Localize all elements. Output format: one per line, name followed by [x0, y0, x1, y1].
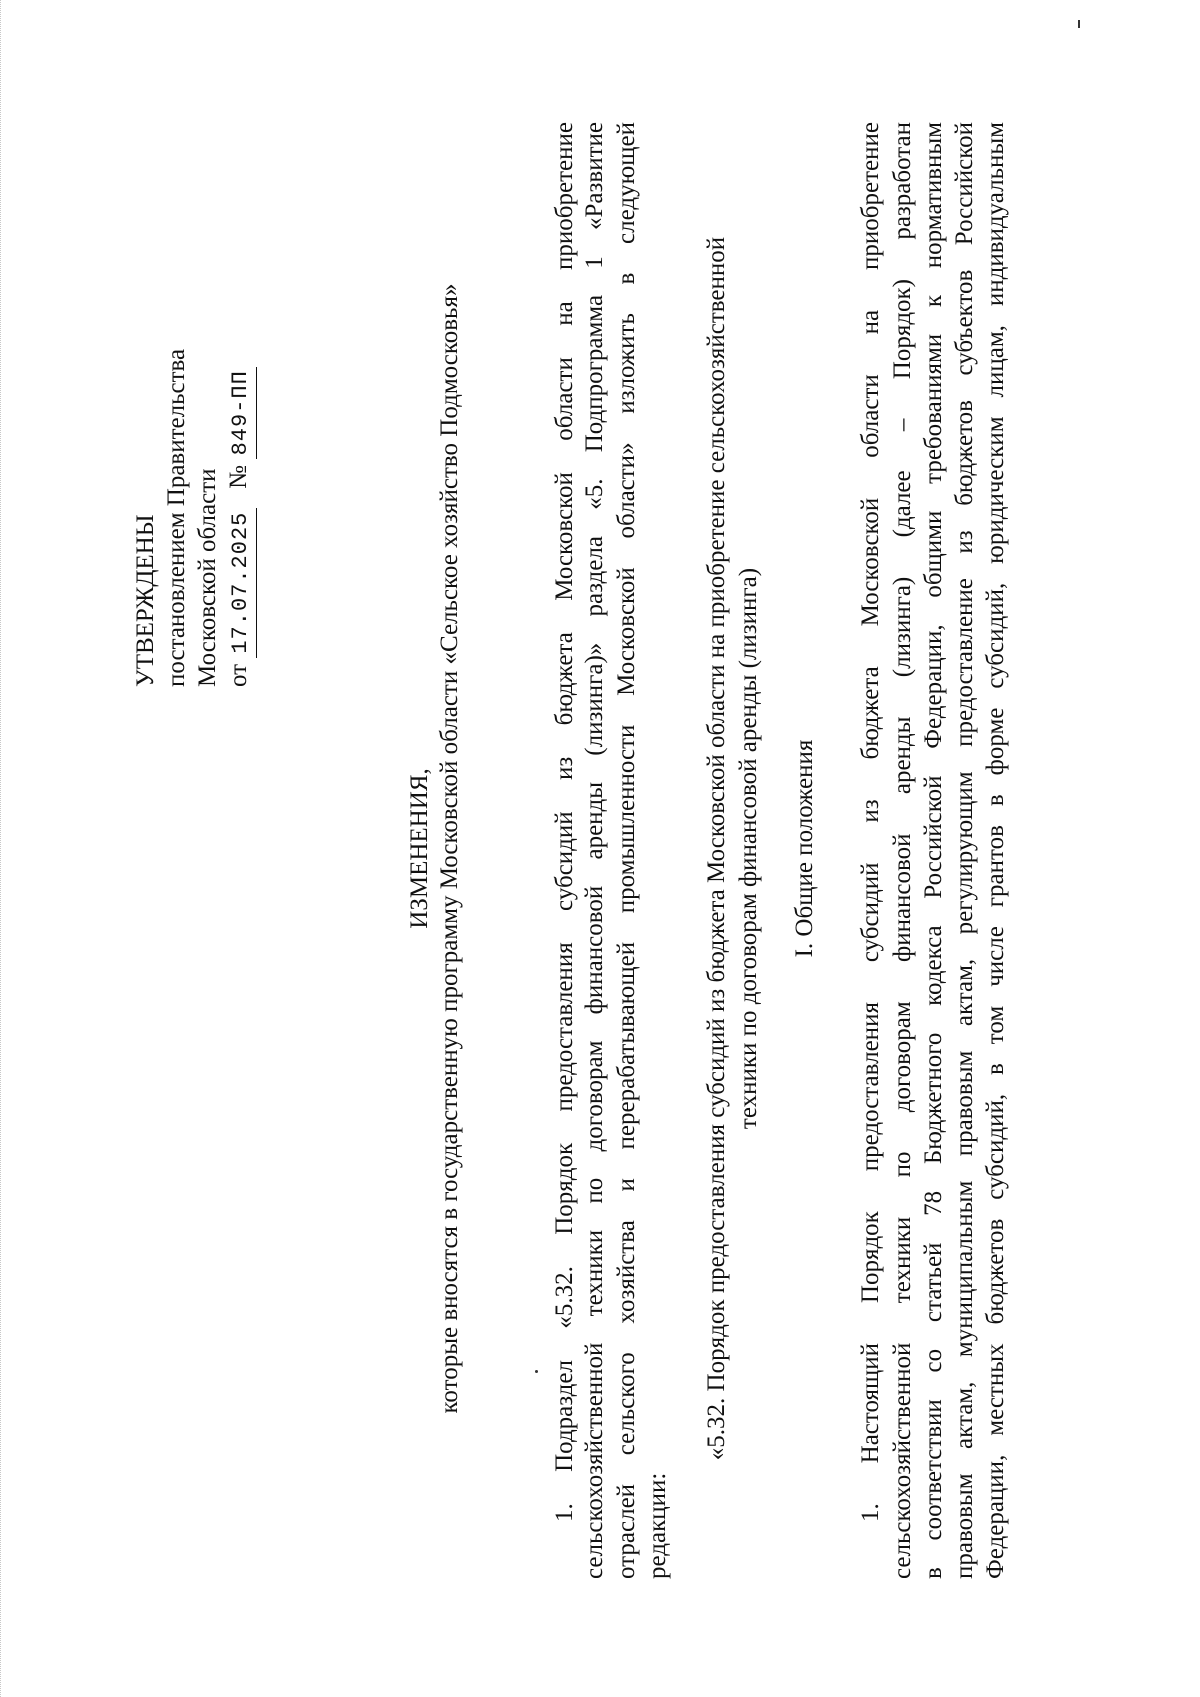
paragraph-1-line-1: 1. Подраздел «5.32. Порядок предоставления субсидий из бюджета Московской области на приобретение [551, 122, 578, 1522]
approval-number-label: № [225, 465, 252, 489]
section-title-line-2: техники по договорам финансовой аренды (лизинга) [735, 567, 762, 1130]
paragraph-2-line-1: 1. Настоящий Порядок предоставления субсидий из бюджета Московской области на приобретение [857, 122, 884, 1522]
paragraph-2-line-4: правовым актам, муниципальным правовым актам, регулирующим предоставление из бюджетов субъектов Российской [951, 122, 978, 1579]
approval-from-label: от [225, 663, 252, 687]
approval-number: 849-ПП [225, 367, 257, 459]
document-title: ИЗМЕНЕНИЯ, [406, 768, 433, 929]
paragraph-2-line-2: сельскохозяйственной техники по договорам финансовой аренды (лизинга) (далее – Порядок) разработан [889, 122, 916, 1579]
approval-line-1: постановлением Правительства [163, 348, 190, 687]
approval-line-2: Московской области [194, 468, 221, 687]
paragraph-2-line-3: в соответствии со статьей 78 Бюджетного кодекса Российской Федерации, общими требованиями к нормативным [920, 122, 947, 1579]
approval-heading: УТВЕРЖДЕНЫ [132, 514, 159, 687]
approval-date-line [223, 349, 257, 687]
paragraph-2-line-5: Федерации, местных бюджетов субсидий, в том числе грантов в форме субсидий, юридическим лицам, индивидуальным [982, 122, 1009, 1579]
paragraph-1-line-4: редакции: [644, 1472, 671, 1579]
paragraph-1-line-3: отраслей сельского хозяйства и перерабатывающей промышленности Московской области» изложить в следующей [613, 122, 640, 1579]
approval-block [130, 349, 257, 687]
chapter-title: I. Общие положения [791, 739, 818, 958]
section-title-line-1: «5.32. Порядок предоставления субсидий из бюджета Московской области на приобретение сельскохозяйственной [703, 236, 730, 1461]
document-subtitle: которые вносятся в государственную программу Московской области «Сельское хозяйство Подмосковья» [436, 283, 463, 1414]
paragraph-1-line-2: сельскохозяйственной техники по договорам финансовой аренды (лизинга)» раздела «5. Подпрограмма 1 «Развитие [581, 122, 608, 1579]
approval-date: 17.07.2025 [225, 508, 257, 658]
